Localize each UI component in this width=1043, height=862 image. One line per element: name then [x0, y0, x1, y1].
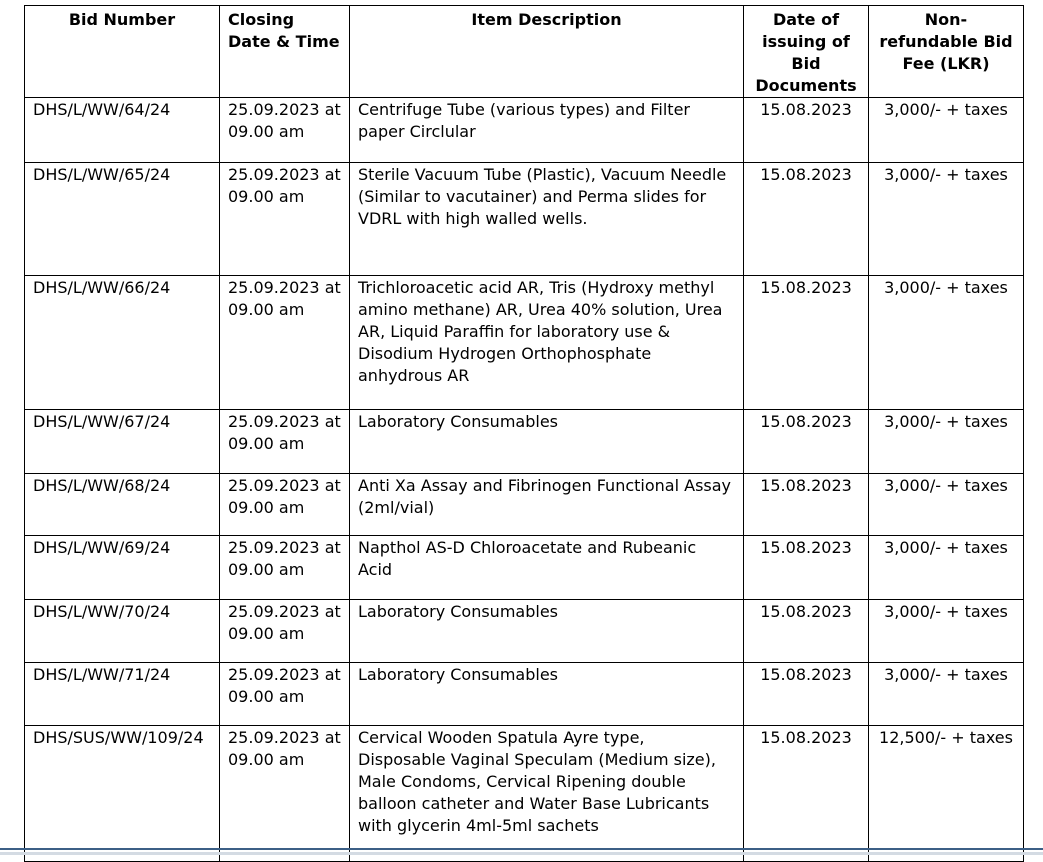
issue-date-cell: 15.08.2023 — [744, 663, 869, 726]
header-item-description: Item Description — [350, 6, 744, 98]
table-row — [25, 410, 1024, 474]
bid-number-cell: DHS/SUS/WW/109/24 — [25, 726, 220, 862]
item-description-cell: Napthol AS-D Chloroacetate and Rubeanic Acid — [350, 536, 744, 600]
bid-number-cell: DHS/L/WW/66/24 — [25, 276, 220, 410]
header-bid-fee: Non-refundable Bid Fee (LKR) — [869, 6, 1024, 98]
item-description-cell: Cervical Wooden Spatula Ayre type, Disposable Vaginal Speculam (Medium size), Male Condoms, Cervical Ripening double balloon catheter and Water Base Lubricants with glycerin 4ml-5ml sachets — [350, 726, 744, 862]
closing-date-cell: 25.09.2023 at 09.00 am — [220, 410, 350, 474]
bid-fee-cell: 3,000/- + taxes — [869, 663, 1024, 726]
bids-table — [24, 5, 1024, 862]
closing-date-cell: 25.09.2023 at 09.00 am — [220, 474, 350, 536]
issue-date-cell: 15.08.2023 — [744, 536, 869, 600]
table-row — [25, 98, 1024, 163]
bid-number-cell: DHS/L/WW/68/24 — [25, 474, 220, 536]
closing-date-cell: 25.09.2023 at 09.00 am — [220, 663, 350, 726]
table-row — [25, 726, 1024, 862]
item-description-cell: Laboratory Consumables — [350, 410, 744, 474]
issue-date-cell: 15.08.2023 — [744, 276, 869, 410]
item-description-cell: Anti Xa Assay and Fibrinogen Functional Assay (2ml/vial) — [350, 474, 744, 536]
issue-date-cell: 15.08.2023 — [744, 98, 869, 163]
item-description-cell: Centrifuge Tube (various types) and Filter paper Circlular — [350, 98, 744, 163]
item-description-cell: Trichloroacetic acid AR, Tris (Hydroxy methyl amino methane) AR, Urea 40% solution, Urea AR, Liquid Paraffin for laboratory use & Disodium Hydrogen Orthophosphate anhydrous AR — [350, 276, 744, 410]
closing-date-cell: 25.09.2023 at 09.00 am — [220, 600, 350, 663]
issue-date-cell: 15.08.2023 — [744, 600, 869, 663]
bid-fee-cell: 3,000/- + taxes — [869, 474, 1024, 536]
item-description-cell: Laboratory Consumables — [350, 663, 744, 726]
bid-fee-cell: 3,000/- + taxes — [869, 536, 1024, 600]
bid-number-cell: DHS/L/WW/65/24 — [25, 163, 220, 276]
bid-number-cell: DHS/L/WW/70/24 — [25, 600, 220, 663]
header-bid-number: Bid Number — [25, 6, 220, 98]
bid-fee-cell: 3,000/- + taxes — [869, 410, 1024, 474]
bid-fee-cell: 3,000/- + taxes — [869, 600, 1024, 663]
table-row — [25, 276, 1024, 410]
bid-fee-cell: 3,000/- + taxes — [869, 163, 1024, 276]
table-row — [25, 163, 1024, 276]
bid-number-cell: DHS/L/WW/69/24 — [25, 536, 220, 600]
closing-date-cell: 25.09.2023 at 09.00 am — [220, 726, 350, 862]
issue-date-cell: 15.08.2023 — [744, 163, 869, 276]
bid-number-cell: DHS/L/WW/67/24 — [25, 410, 220, 474]
issue-date-cell: 15.08.2023 — [744, 410, 869, 474]
header-issue-date: Date of issuing of Bid Documents — [744, 6, 869, 98]
item-description-cell: Laboratory Consumables — [350, 600, 744, 663]
bid-fee-cell: 3,000/- + taxes — [869, 98, 1024, 163]
bid-number-cell: DHS/L/WW/71/24 — [25, 663, 220, 726]
table-row — [25, 600, 1024, 663]
item-description-cell: Sterile Vacuum Tube (Plastic), Vacuum Needle (Similar to vacutainer) and Perma slides for VDRL with high walled wells. — [350, 163, 744, 276]
bid-fee-cell: 3,000/- + taxes — [869, 276, 1024, 410]
table-row — [25, 536, 1024, 600]
closing-date-cell: 25.09.2023 at 09.00 am — [220, 276, 350, 410]
issue-date-cell: 15.08.2023 — [744, 474, 869, 536]
header-closing-date: Closing Date & Time — [220, 6, 350, 98]
closing-date-cell: 25.09.2023 at 09.00 am — [220, 163, 350, 276]
closing-date-cell: 25.09.2023 at 09.00 am — [220, 98, 350, 163]
bid-fee-cell: 12,500/- + taxes — [869, 726, 1024, 862]
page-divider — [0, 848, 1043, 850]
issue-date-cell: 15.08.2023 — [744, 726, 869, 862]
closing-date-cell: 25.09.2023 at 09.00 am — [220, 536, 350, 600]
table-header-row — [25, 6, 1024, 98]
bid-number-cell: DHS/L/WW/64/24 — [25, 98, 220, 163]
table-row — [25, 663, 1024, 726]
table-row — [25, 474, 1024, 536]
